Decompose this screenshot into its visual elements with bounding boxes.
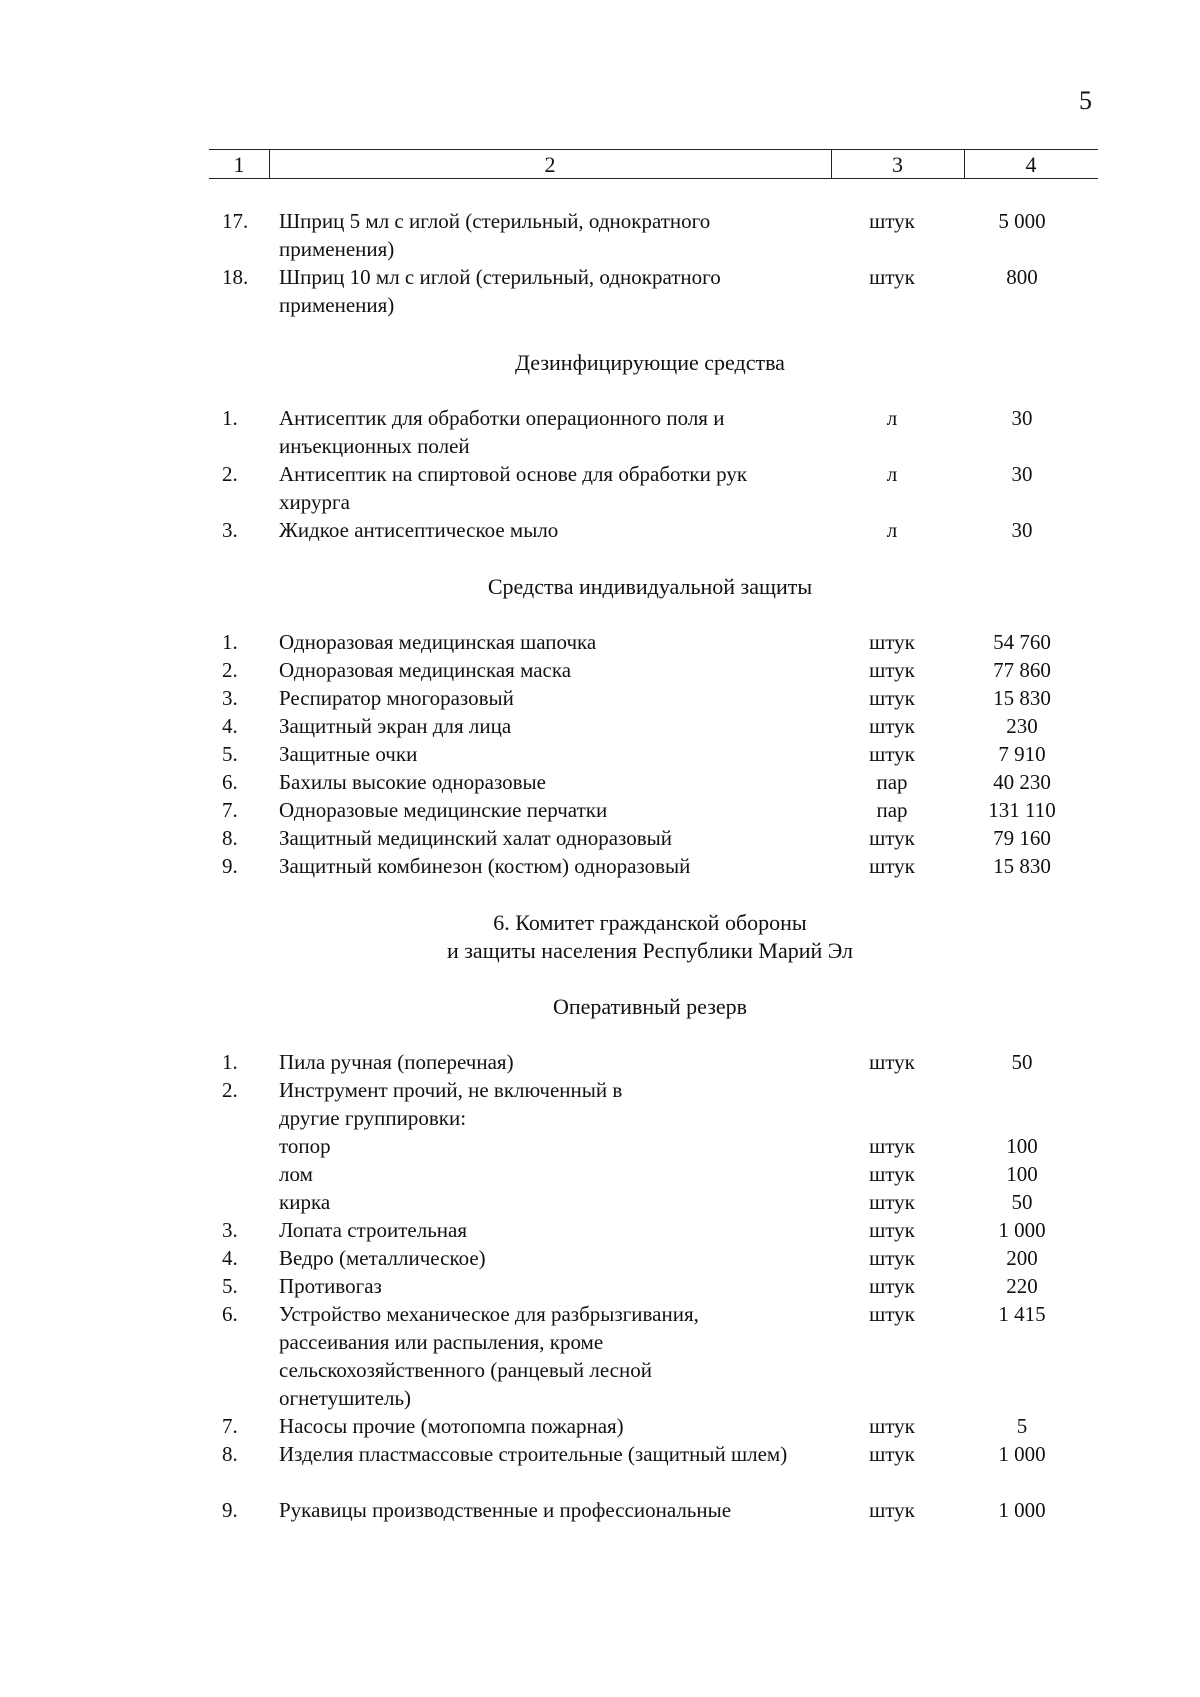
row-number: 4.	[222, 714, 238, 738]
item-quantity: 79 160	[993, 826, 1051, 850]
item-name: Устройство механическое для разбрызгивания, рассеивания или распыления, кроме сельскохозяйственного (ранцевый лесной огнетушитель)	[279, 1302, 699, 1410]
item-unit: штук	[869, 1218, 915, 1242]
item-unit: штук	[869, 1050, 915, 1074]
item-quantity: 30	[1011, 462, 1033, 486]
item-name: лом	[279, 1162, 313, 1186]
item-unit: штук	[869, 1190, 915, 1214]
item-unit: штук	[869, 209, 915, 233]
item-quantity: 100	[1006, 1162, 1038, 1186]
item-name: топор	[279, 1134, 331, 1158]
item-name: Ведро (металлическое)	[279, 1246, 486, 1270]
row-number: 2.	[222, 462, 238, 486]
item-name: Шприц 5 мл с иглой (стерильный, однократного применения)	[279, 209, 711, 261]
item-unit: штук	[869, 686, 915, 710]
item-name: Одноразовая медицинская маска	[279, 658, 572, 682]
row-number: 7.	[222, 798, 238, 822]
item-unit: штук	[869, 1498, 915, 1522]
item-name: Бахилы высокие одноразовые	[279, 770, 546, 794]
item-name: Антисептик на спиртовой основе для обработки рук хирурга	[279, 462, 748, 514]
item-name: Одноразовые медицинские перчатки	[279, 798, 608, 822]
item-quantity: 1 415	[998, 1302, 1046, 1326]
item-quantity: 30	[1011, 518, 1033, 542]
row-number: 1.	[222, 1050, 238, 1074]
item-quantity: 40 230	[993, 770, 1051, 794]
item-unit: штук	[869, 658, 915, 682]
row-number: 6.	[222, 1302, 238, 1326]
section-heading: Средства индивидуальной защиты	[487, 574, 813, 599]
row-number: 2.	[222, 658, 238, 682]
row-number: 3.	[222, 686, 238, 710]
item-unit: штук	[869, 1414, 915, 1438]
row-number: 5.	[222, 1274, 238, 1298]
row-number: 5.	[222, 742, 238, 766]
item-unit: штук	[869, 265, 915, 289]
item-quantity: 100	[1006, 1134, 1038, 1158]
page-number: 5	[1079, 86, 1092, 115]
column-header-1: 1	[233, 152, 245, 177]
item-name: Защитный экран для лица	[279, 714, 512, 738]
item-quantity: 230	[1006, 714, 1038, 738]
item-unit: л	[886, 462, 898, 486]
item-unit: штук	[869, 1134, 915, 1158]
item-quantity: 1 000	[998, 1498, 1046, 1522]
item-unit: пар	[876, 770, 908, 794]
row-number: 8.	[222, 1442, 238, 1466]
item-name: Защитный медицинский халат одноразовый	[279, 826, 672, 850]
item-quantity: 1 000	[998, 1442, 1046, 1466]
item-unit: штук	[869, 1162, 915, 1186]
item-quantity: 50	[1011, 1050, 1033, 1074]
row-number: 1.	[222, 630, 238, 654]
item-unit: л	[886, 406, 898, 430]
item-quantity: 220	[1006, 1274, 1038, 1298]
row-number: 7.	[222, 1414, 238, 1438]
item-unit: штук	[869, 826, 915, 850]
row-number: 4.	[222, 1246, 238, 1270]
item-unit: штук	[869, 1442, 915, 1466]
item-unit: штук	[869, 714, 915, 738]
column-header-4: 4	[1025, 152, 1037, 177]
item-unit: штук	[869, 742, 915, 766]
item-unit: штук	[869, 1246, 915, 1270]
item-name: Противогаз	[279, 1274, 382, 1298]
item-name: кирка	[279, 1190, 331, 1214]
row-number: 3.	[222, 518, 238, 542]
item-name: Инструмент прочий, не включенный в другие группировки:	[279, 1078, 623, 1130]
row-number: 9.	[222, 854, 238, 878]
item-quantity: 30	[1011, 406, 1033, 430]
organization-heading: и защиты населения Республики Марий Эл	[446, 938, 854, 963]
item-unit: л	[886, 518, 898, 542]
item-quantity: 50	[1011, 1190, 1033, 1214]
item-quantity: 1 000	[998, 1218, 1046, 1242]
item-quantity: 200	[1006, 1246, 1038, 1270]
item-quantity: 15 830	[993, 686, 1051, 710]
item-unit: штук	[869, 1274, 915, 1298]
item-quantity: 7 910	[998, 742, 1046, 766]
item-quantity: 5 000	[998, 209, 1046, 233]
section-heading: Оперативный резерв	[552, 994, 748, 1019]
item-quantity: 800	[1006, 265, 1038, 289]
organization-heading: 6. Комитет гражданской обороны	[493, 910, 807, 935]
column-header-2: 2	[544, 152, 556, 177]
item-quantity: 5	[1016, 1414, 1028, 1438]
item-name: Пила ручная (поперечная)	[279, 1050, 514, 1074]
item-quantity: 54 760	[993, 630, 1051, 654]
item-name: Жидкое антисептическое мыло	[279, 518, 559, 542]
item-name: Рукавицы производственные и профессиональные	[279, 1498, 732, 1522]
item-name: Шприц 10 мл с иглой (стерильный, однократного применения)	[279, 265, 721, 317]
item-name: Защитный комбинезон (костюм) одноразовый	[279, 854, 691, 878]
item-name: Антисептик для обработки операционного поля и инъекционных полей	[279, 406, 725, 458]
row-number: 18.	[222, 265, 249, 289]
item-unit: штук	[869, 1302, 915, 1326]
row-number: 2.	[222, 1078, 238, 1102]
row-number: 9.	[222, 1498, 238, 1522]
item-unit: пар	[876, 798, 908, 822]
item-name: Изделия пластмассовые строительные (защитный шлем)	[279, 1442, 788, 1466]
row-number: 17.	[222, 209, 249, 233]
item-name: Лопата строительная	[279, 1218, 468, 1242]
row-number: 3.	[222, 1218, 238, 1242]
item-unit: штук	[869, 630, 915, 654]
item-quantity: 15 830	[993, 854, 1051, 878]
item-name: Насосы прочие (мотопомпа пожарная)	[279, 1414, 624, 1438]
item-name: Защитные очки	[279, 742, 418, 766]
column-header-row	[209, 149, 1098, 179]
item-quantity: 131 110	[988, 798, 1056, 822]
item-name: Респиратор многоразовый	[279, 686, 514, 710]
item-unit: штук	[869, 854, 915, 878]
item-name: Одноразовая медицинская шапочка	[279, 630, 597, 654]
row-number: 1.	[222, 406, 238, 430]
section-heading: Дезинфицирующие средства	[515, 350, 785, 375]
row-number: 6.	[222, 770, 238, 794]
row-number: 8.	[222, 826, 238, 850]
column-header-3: 3	[892, 152, 903, 177]
item-quantity: 77 860	[993, 658, 1051, 682]
